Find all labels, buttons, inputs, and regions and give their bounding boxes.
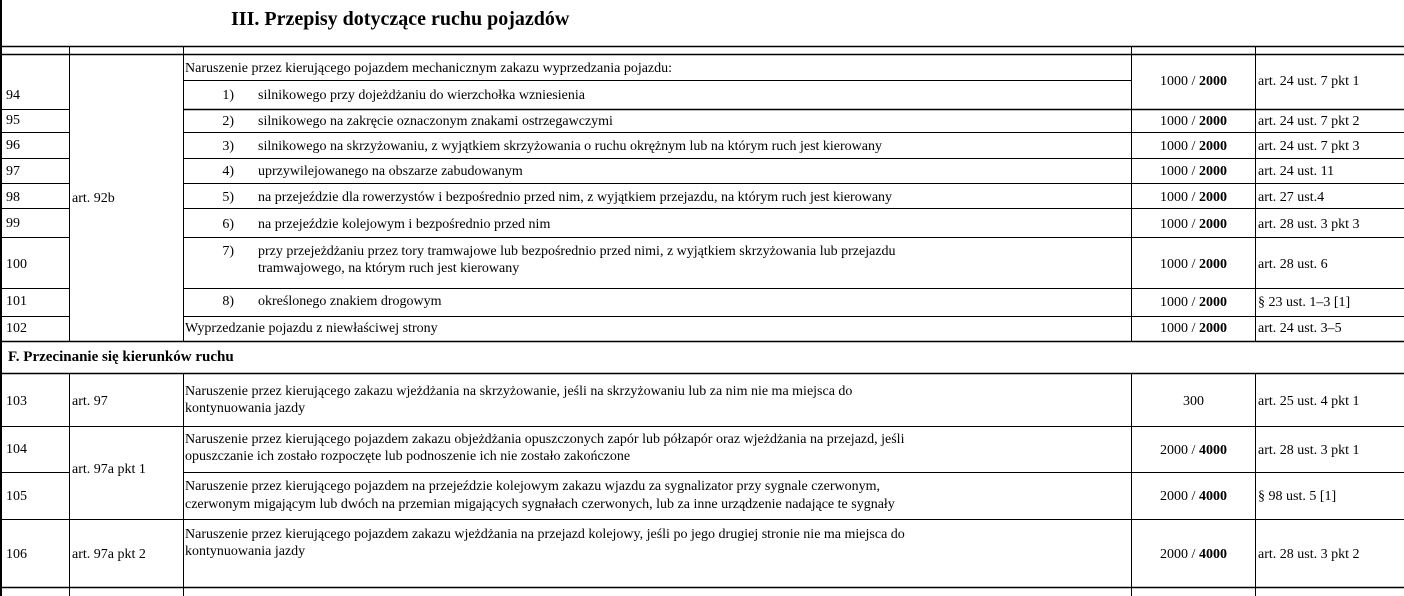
row-97-num: 4): [222, 164, 234, 179]
row-96-num: 3): [222, 139, 234, 154]
row-95-lp: 95: [6, 113, 20, 128]
row-106-article: art. 97a pkt 2: [72, 547, 146, 562]
row-106-law: art. 28 ust. 3 pkt 2: [1258, 547, 1360, 562]
row-98-num: 5): [222, 190, 234, 205]
row-104-lp: 104: [6, 442, 27, 457]
row-95-num: 2): [222, 114, 234, 129]
row-99-lp: 99: [6, 216, 20, 231]
row-102-lp: 102: [6, 321, 27, 336]
row-104-fine: 2000 / 4000: [1160, 443, 1227, 458]
row-98-lp: 98: [6, 190, 20, 205]
row-100-num: 7): [222, 244, 234, 259]
row-99-law: art. 28 ust. 3 pkt 3: [1258, 217, 1360, 232]
row-105-law: § 98 ust. 5 [1]: [1258, 489, 1337, 504]
row-100-law: art. 28 ust. 6: [1258, 257, 1328, 272]
row-98-fine: 1000 / 2000: [1160, 190, 1227, 205]
row-102-desc: Wyprzedzanie pojazdu z niewłaściwej strony: [185, 321, 438, 336]
row-96-desc: silnikowego na skrzyżowaniu, z wyjątkiem skrzyżowania o ruchu okrężnym lub na którym ruch jest kierowany: [258, 139, 882, 154]
row-103-lp: 103: [6, 394, 27, 409]
row-95-law: art. 24 ust. 7 pkt 2: [1258, 114, 1360, 129]
row-102-law: art. 24 ust. 3–5: [1258, 321, 1342, 336]
row-94-num: 1): [222, 88, 234, 103]
row-105-desc-line2: czerwonym migającym lub dwóch na przemian migających sygnałach czerwonych, lub za inne urządzenie nadające te sygnały: [185, 497, 895, 512]
row-103-desc-line2: kontynuowania jazdy: [185, 401, 306, 416]
row-98-desc: na przejeździe dla rowerzystów i bezpośrednio przed nim, z wyjątkiem przejazdu, na którym ruch jest kierowany: [258, 190, 893, 205]
row-103-desc-line1: Naruszenie przez kierującego zakazu wjeżdżania na skrzyżowanie, jeśli na skrzyżowaniu lub za nim nie ma miejsca do: [185, 384, 853, 399]
row-97-desc: uprzywilejowanego na obszarze zabudowanym: [258, 164, 523, 179]
row-95-fine: 1000 / 2000: [1160, 114, 1227, 129]
row-97-fine: 1000 / 2000: [1160, 164, 1227, 179]
row-104-law: art. 28 ust. 3 pkt 1: [1258, 443, 1360, 458]
row-105-fine: 2000 / 4000: [1160, 489, 1227, 504]
row-100-desc-line1: przy przejeżdżaniu przez tory tramwajowe lub bezpośrednio przed nimi, z wyjątkiem skrzyżowania lub przejazdu: [258, 244, 896, 259]
row-96-fine: 1000 / 2000: [1160, 139, 1227, 154]
row-96-law: art. 24 ust. 7 pkt 3: [1258, 139, 1360, 154]
row-99-desc: na przejeździe kolejowym i bezpośrednio przed nim: [258, 217, 551, 232]
page-title: III. Przepisy dotyczące ruchu pojazdów: [231, 8, 570, 30]
section-f-title: F. Przecinanie się kierunków ruchu: [8, 349, 234, 365]
row-101-fine: 1000 / 2000: [1160, 295, 1227, 310]
row-105-lp: 105: [6, 489, 27, 504]
row-94-lp: 94: [6, 88, 20, 103]
article-92b: art. 92b: [72, 191, 115, 206]
row-104-desc-line2: opuszczanie ich zostało rozpoczęte lub podnoszenie ich nie zostało zakończone: [185, 449, 631, 464]
row-106-fine: 2000 / 4000: [1160, 547, 1227, 562]
row-106-desc-line1: Naruszenie przez kierującego pojazdem zakazu wjeżdżania na przejazd kolejowy, jeśli po jego drugiej stronie nie ma miejsca do: [185, 527, 905, 542]
row-95-desc: silnikowego na zakręcie oznaczonym znakami ostrzegawczymi: [258, 114, 613, 129]
row-100-lp: 100: [6, 257, 27, 272]
row-100-fine: 1000 / 2000: [1160, 257, 1227, 272]
row-99-fine: 1000 / 2000: [1160, 217, 1227, 232]
group1-header-desc: Naruszenie przez kierującego pojazdem mechanicznym zakazu wyprzedzania pojazdu:: [185, 61, 673, 76]
row-106-lp: 106: [6, 547, 27, 562]
row-101-desc: określonego znakiem drogowym: [258, 294, 442, 309]
row-100-desc-line2: tramwajowego, na którym ruch jest kierowany: [258, 261, 520, 276]
row-105-desc-line1: Naruszenie przez kierującego pojazdem na przejeździe kolejowym zakazu wjazdu za sygnalizator przy sygnale czerwonym,: [185, 479, 880, 494]
row-103-fine: 300: [1183, 394, 1204, 409]
row-101-num: 8): [222, 294, 234, 309]
page-left-border: [0, 0, 2, 596]
row-94-desc: silnikowego przy dojeżdżaniu do wierzchołka wzniesienia: [258, 88, 585, 103]
row-99-num: 6): [222, 217, 234, 232]
row-101-lp: 101: [6, 294, 27, 309]
row-96-lp: 96: [6, 138, 20, 153]
row-103-law: art. 25 ust. 4 pkt 1: [1258, 394, 1360, 409]
row-94-law: art. 24 ust. 7 pkt 1: [1258, 74, 1360, 89]
article-97a-pkt1: art. 97a pkt 1: [72, 462, 146, 477]
row-97-law: art. 24 ust. 11: [1258, 164, 1335, 179]
row-101-law: § 23 ust. 1–3 [1]: [1258, 295, 1351, 310]
row-103-article: art. 97: [72, 394, 108, 409]
row-94-fine: 1000 / 2000: [1160, 74, 1227, 89]
row-104-desc-line1: Naruszenie przez kierującego pojazdem zakazu objeżdżania opuszczonych zapór lub półzapór oraz wjeżdżania na przejazd, jeśli: [185, 432, 905, 447]
row-106-desc-line2: kontynuowania jazdy: [185, 544, 306, 559]
row-102-fine: 1000 / 2000: [1160, 321, 1227, 336]
row-97-lp: 97: [6, 164, 20, 179]
row-98-law: art. 27 ust.4: [1258, 190, 1325, 205]
